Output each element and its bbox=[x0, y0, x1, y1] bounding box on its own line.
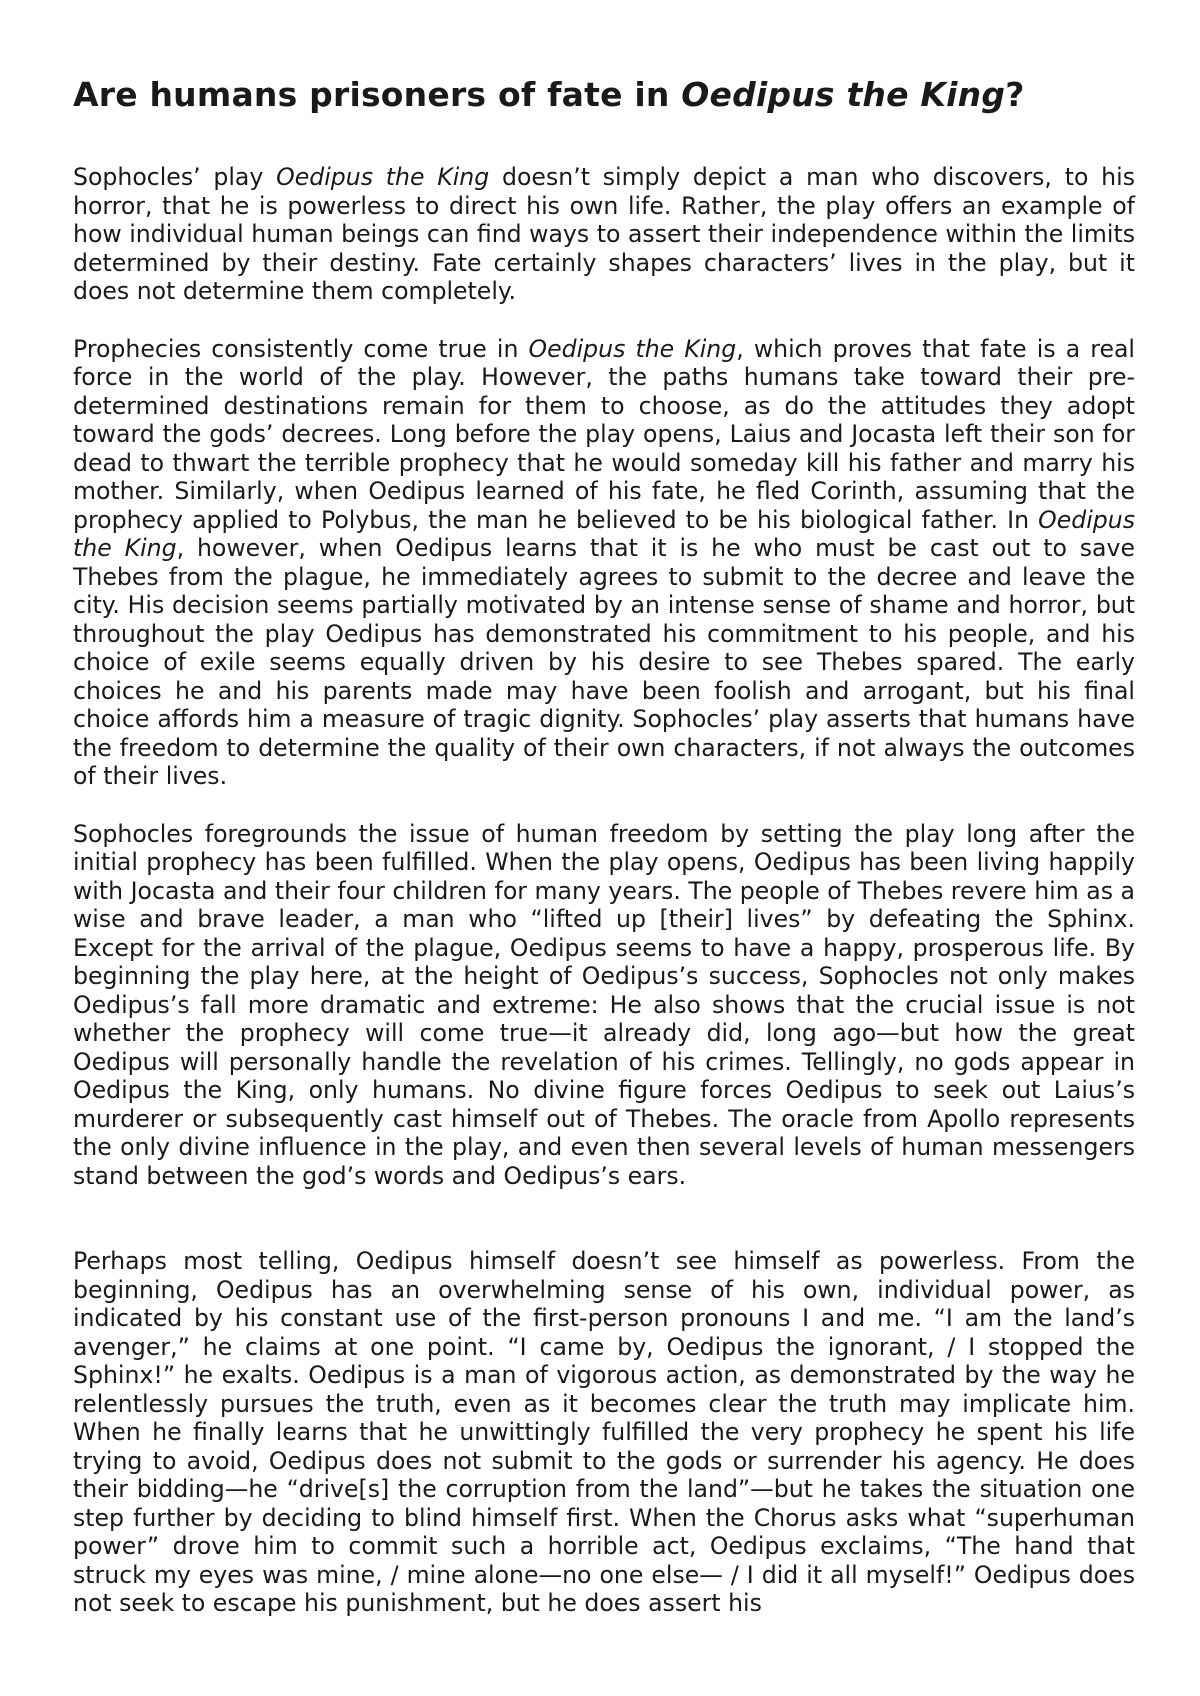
paragraph-1-text-a: Sophocles’ play bbox=[73, 163, 277, 191]
paragraph-4: Perhaps most telling, Oedipus himself doesn’t see himself as powerless. From the beginning, Oedipus has an overwhelming sense of his own, individual power, as indicated by his constant use of the first-person pronouns I and me. “I am the land’s avenger,” he claims at one point. “I came by, Oedipus the ignorant, / I stopped the Sphinx!” he exalts. Oedipus is a man of vigorous action, as demonstrated by the way he relentlessly pursues the truth, even as it becomes clear the truth may implicate him. When he finally learns that he unwittingly fulfilled the very prophecy he spent his life trying to avoid, Oedipus does not submit to the gods or surrender his agency. He does their bidding—he “drive[s] the corruption from the land”—but he takes the situation one step further by deciding to blind himself first. When the Chorus asks what “superhuman power” drove him to commit such a horrible act, Oedipus exclaims, “The hand that struck my eyes was mine, / mine alone—no one else— / I did it all myself!” Oedipus does not seek to escape his punishment, but he does assert his bbox=[73, 1247, 1135, 1617]
paragraph-1-text-b: doesn’t simply depict a man who discovers, to his horror, that he is powerless to direct his own life. Rather, the play offers an example of how individual human beings can find ways to assert their independence within the limits determined by their destiny. Fate certainly shapes characters’ lives in the play, but it does not determine them completely. bbox=[73, 163, 1135, 305]
page-title bbox=[73, 74, 1135, 116]
title-end: ? bbox=[1005, 75, 1025, 114]
paragraph-3: Sophocles foregrounds the issue of human freedom by setting the play long after the initial prophecy has been fulfilled. When the play opens, Oedipus has been living happily with Jocasta and their four children for many years. The people of Thebes revere him as a wise and brave leader, a man who “lifted up [their] lives” by defeating the Sphinx. Except for the arrival of the plague, Oedipus seems to have a happy, prosperous life. By beginning the play here, at the height of Oedipus’s success, Sophocles not only makes Oedipus’s fall more dramatic and extreme: He also shows that the crucial issue is not whether the prophecy will come true—it already did, long ago—but how the great Oedipus will personally handle the revelation of his crimes. Tellingly, no gods appear in Oedipus the King, only humans. No divine figure forces Oedipus to seek out Laius’s murderer or subsequently cast himself out of Thebes. The oracle from Apollo represents the only divine influence in the play, and even then several levels of human messengers stand between the god’s words and Oedipus’s ears. bbox=[73, 819, 1135, 1190]
document-page bbox=[73, 0, 1135, 1618]
paragraph-2-text-c: , however, when Oedipus learns that it is he who must be cast out to save Thebes from the plague, he immediately agrees to submit to the decree and leave the city. His decision seems partially motivated by an intense sense of shame and horror, but throughout the play Oedipus has demonstrated his commitment to his people, and his choice of exile seems equally driven by his desire to see Thebes spared. The early choices he and his parents made may have been foolish and arrogant, but his final choice affords him a measure of tragic dignity. Sophocles’ play asserts that humans have the freedom to determine the quality of their own characters, if not always the outcomes of their lives. bbox=[73, 534, 1135, 790]
paragraph-2-italic-2: Oedipus the King bbox=[73, 505, 1135, 562]
title-text: Are humans prisoners of fate in bbox=[73, 75, 682, 114]
paragraph-1-italic: Oedipus the King bbox=[276, 163, 490, 191]
paragraph-2-text-b: , which proves that fate is a real force in the world of the play. However, the paths humans take toward their pre-determined destinations remain for them to choose, as do the attitudes they adopt toward the gods’ decrees. Long before the play opens, Laius and Jocasta left their son for dead to thwart the terrible prophecy that he would someday kill his father and marry his mother. Similarly, when Oedipus learned of his fate, he fled Corinth, assuming that the prophecy applied to Polybus, the man he believed to be his biological father. In bbox=[73, 334, 1135, 534]
paragraph-1 bbox=[73, 163, 1135, 306]
paragraph-2 bbox=[73, 335, 1135, 791]
paragraph-2-italic-1: Oedipus the King bbox=[528, 334, 737, 363]
title-italic-text: Oedipus the King bbox=[681, 75, 1006, 114]
paragraph-2-text-a: Prophecies consistently come true in bbox=[73, 334, 529, 363]
